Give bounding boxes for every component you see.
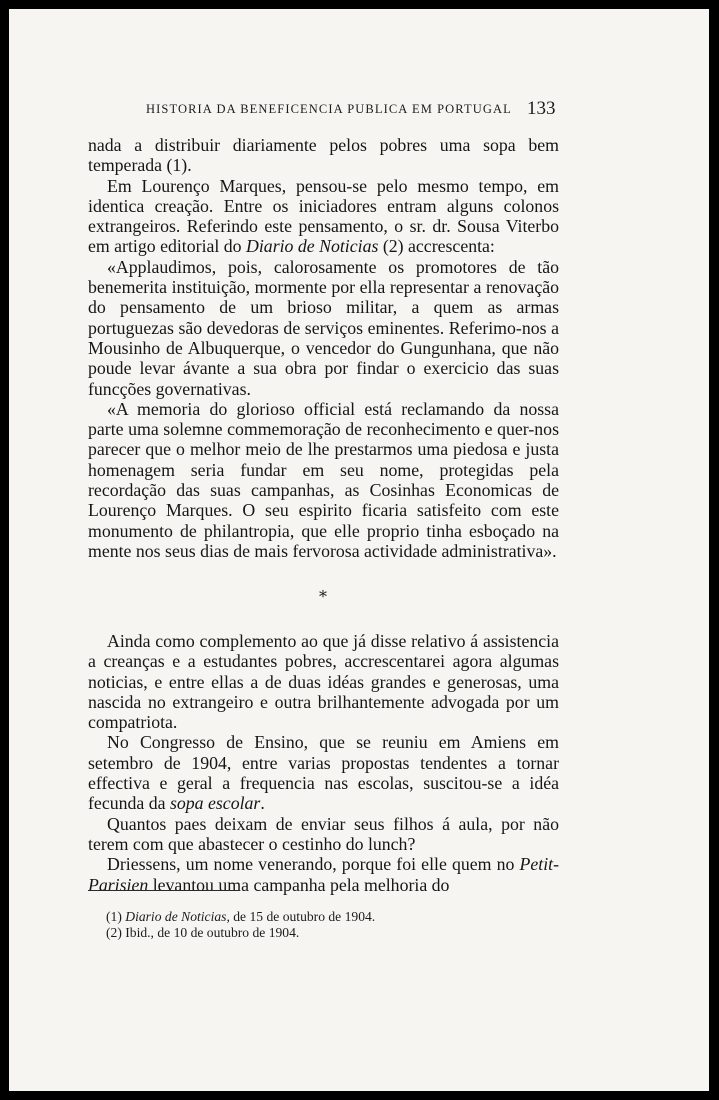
- paragraph-quote-memoria: «A memoria do glorioso official está reclamando da nossa parte uma solemne commemoração de reconhecimento e quer-nos parecer que o melhor meio de lhe prestarmos uma piedosa e justa homenagem seria fundar em seu nome, protegidas pela recordação das suas campanhas, as Cosinhas Economicas de Lourenço Marques. O seu espirito ficaria satisfeito com este monumento de philantropia, que elle proprio tinha esboçado na mente nos seus dias de mais fervorosa actividade administrativa».: [88, 398, 559, 561]
- footnote-2: (2) Ibid., de 10 de outubro de 1904.: [106, 925, 300, 940]
- book-page: [9, 9, 709, 1091]
- running-header: [9, 97, 709, 121]
- footnote-rule: [88, 890, 239, 891]
- paragraph-complemento: Ainda como complemento ao que já disse relativo á assistencia a creanças e a estudantes pobres, accrescentarei agora algumas noticias, e entre ellas a de duas idéas grandes e generosas, uma nascida no extrangeiro e outra brilhantemente advogada por um compatriota.: [88, 631, 559, 733]
- paragraph-quantos-paes: Quantos paes deixam de enviar seus filhos á aula, por não terem com que abastecer o cestinho do lunch?: [88, 813, 559, 854]
- paragraph-congresso: No Congresso de Ensino, que se reuniu em Amiens em setembro de 1904, entre varias propostas tendentes a tornar effectiva e geral a frequencia nas escolas, suscitou-se a idéa fecunda da sopa escolar.: [88, 732, 559, 814]
- paragraph-quote-applaudimos: «Applaudimos, pois, calorosamente os promotores de tão benemerita instituição, mormente por ella representar a renovação do pensamento de um brioso militar, a quem as armas portuguezas são devedoras de serviços eminentes. Referimo-nos a Mousinho de Albuquerque, o vencedor do Gungunhana, que não poude levar ávante a sua obra por findar o exercicio das suas funcções governativas.: [88, 256, 559, 399]
- section-separator: *: [319, 587, 327, 606]
- paragraph-driessens: Driessens, um nome venerando, porque foi elle quem no Petit-Parisien levantou uma campanha pela melhoria do: [88, 854, 559, 895]
- body-text-bottom: [88, 631, 559, 895]
- paragraph-lourenco-marques: Em Lourenço Marques, pensou-se pelo mesmo tempo, em identica creação. Entre os iniciadores entram alguns colonos extrangeiros. Referindo este pensamento, o sr. dr. Sousa Viterbo em artigo editorial do Diario de Noticias (2) accrescenta:: [88, 175, 559, 257]
- footnote-1: (1) Diario de Noticias, de 15 de outubro de 1904.: [106, 909, 376, 924]
- running-title: HISTORIA DA BENEFICENCIA PUBLICA EM PORTUGAL: [146, 102, 512, 116]
- footnotes: [106, 909, 546, 941]
- paragraph-soup-continuation: nada a distribuir diariamente pelos pobres uma sopa bem temperada (1).: [88, 135, 559, 176]
- body-text-top: [88, 135, 559, 561]
- page-number: 133: [527, 98, 556, 119]
